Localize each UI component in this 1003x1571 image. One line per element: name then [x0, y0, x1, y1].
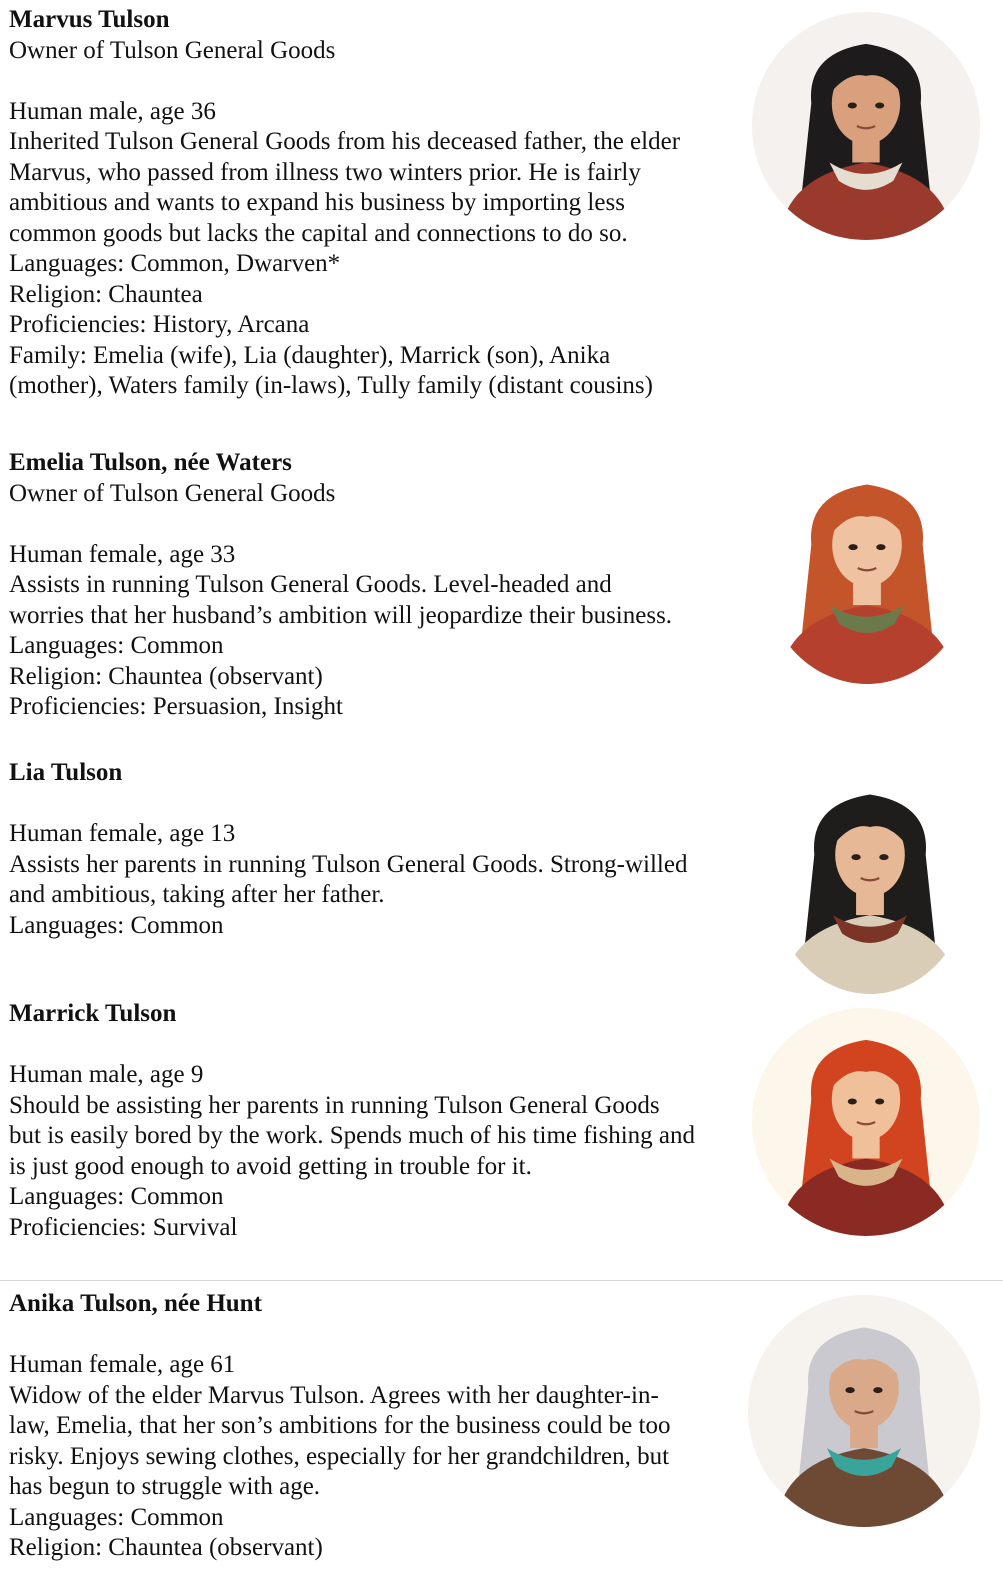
- character-name: Marvus Tulson: [9, 6, 170, 33]
- bio-line: common goods but lacks the capital and connections to do so.: [9, 219, 628, 247]
- bio-line: Human female, age 13: [9, 820, 236, 847]
- bio-line: worries that her husband’s ambition will jeopardize their business.: [9, 601, 673, 629]
- character-name: Emelia Tulson, née Waters: [9, 449, 292, 476]
- bio-line: Religion: Chauntea: [9, 280, 203, 308]
- portrait-illustration: [752, 1008, 980, 1236]
- character-text: [9, 758, 729, 941]
- character-name: Lia Tulson: [9, 759, 123, 786]
- bio-line: Widow of the elder Marvus Tulson. Agrees with her daughter-in-: [9, 1381, 659, 1409]
- portrait-illustration: [770, 762, 970, 994]
- portrait-emelia: [762, 452, 972, 684]
- bio-line: is just good enough to avoid getting in trouble for it.: [9, 1152, 532, 1180]
- bio-line: Proficiencies: Persuasion, Insight: [9, 693, 343, 720]
- portrait-anika: [748, 1295, 980, 1527]
- bio-line: Should be assisting her parents in running Tulson General Goods: [9, 1091, 660, 1119]
- character-text: [9, 5, 729, 402]
- bio-line: Languages: Common, Dwarven*: [9, 250, 341, 277]
- bio-line: Languages: Common: [9, 911, 224, 939]
- bio-line: Human female, age 33: [9, 540, 236, 568]
- section-divider: [0, 1280, 1003, 1281]
- bio-line: Human male, age 9: [9, 1061, 204, 1088]
- bio-line: Inherited Tulson General Goods from his deceased father, the elder: [9, 128, 681, 155]
- bio-line: Proficiencies: Survival: [9, 1213, 238, 1241]
- character-name: Anika Tulson, née Hunt: [9, 1290, 262, 1317]
- bio-line: but is easily bored by the work. Spends much of his time fishing and: [9, 1122, 696, 1149]
- bio-line: Marvus, who passed from illness two winters prior. He is fairly: [9, 158, 641, 186]
- bio-line: Languages: Common: [9, 1503, 224, 1531]
- character-text: [9, 999, 729, 1243]
- character-text: [9, 448, 729, 723]
- portrait-lia: [770, 762, 970, 994]
- bio-line: Languages: Common: [9, 1183, 224, 1210]
- portrait-marvus: [752, 12, 980, 240]
- bio-line: Religion: Chauntea (observant): [9, 662, 323, 690]
- character-name: Marrick Tulson: [9, 1000, 177, 1027]
- bio-line: Languages: Common: [9, 632, 224, 659]
- bio-line: Proficiencies: History, Arcana: [9, 311, 310, 338]
- character-title: Owner of Tulson General Goods: [9, 479, 336, 507]
- character-text: [9, 1289, 729, 1564]
- portrait-illustration: [752, 12, 980, 240]
- portrait-illustration: [748, 1295, 980, 1527]
- bio-line: Human female, age 61: [9, 1351, 236, 1378]
- portrait-illustration: [762, 452, 972, 684]
- bio-line: (mother), Waters family (in-laws), Tully family (distant cousins): [9, 372, 653, 399]
- portrait-marrick: [752, 1008, 980, 1236]
- bio-line: Assists her parents in running Tulson General Goods. Strong-willed: [9, 850, 688, 878]
- bio-line: Human male, age 36: [9, 97, 216, 125]
- bio-line: and ambitious, taking after her father.: [9, 881, 385, 908]
- bio-line: Assists in running Tulson General Goods. Level-headed and: [9, 571, 612, 598]
- bio-line: Family: Emelia (wife), Lia (daughter), Marrick (son), Anika: [9, 341, 611, 369]
- bio-line: ambitious and wants to expand his business by importing less: [9, 189, 625, 216]
- bio-line: Religion: Chauntea (observant): [9, 1534, 323, 1561]
- character-title: Owner of Tulson General Goods: [9, 36, 336, 64]
- bio-line: law, Emelia, that her son’s ambitions for the business could be too: [9, 1412, 671, 1439]
- bio-line: has begun to struggle with age.: [9, 1473, 321, 1500]
- bio-line: risky. Enjoys sewing clothes, especially for her grandchildren, but: [9, 1442, 670, 1470]
